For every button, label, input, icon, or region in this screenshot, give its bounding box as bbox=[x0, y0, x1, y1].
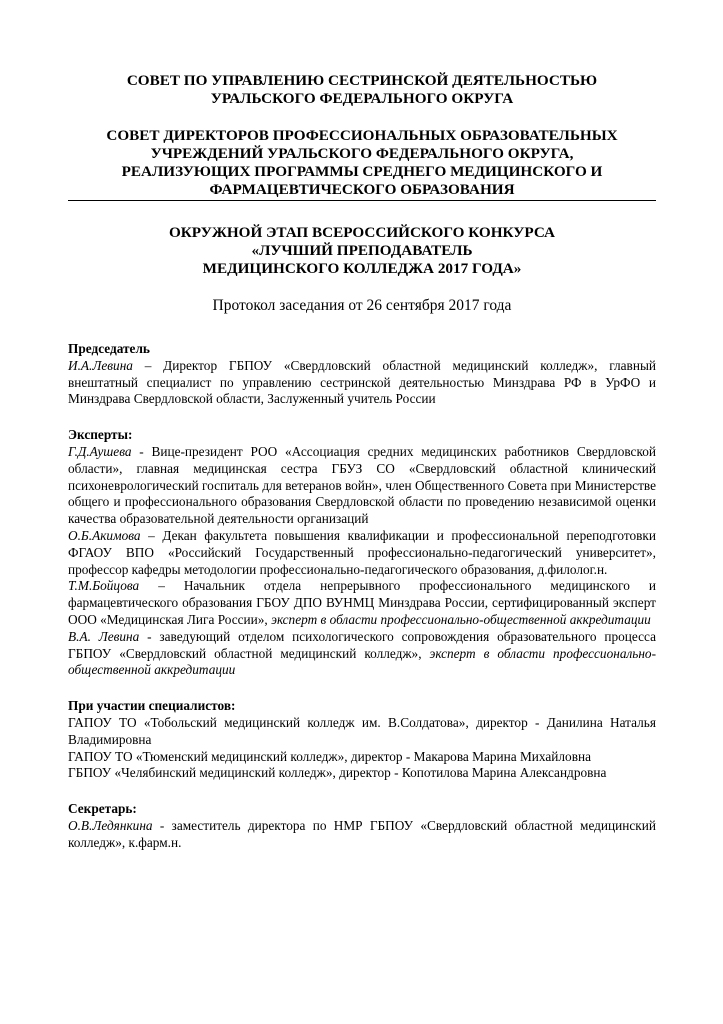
expert-entry bbox=[68, 528, 656, 578]
council-nursing-heading bbox=[68, 72, 656, 108]
heading-line: ОКРУЖНОЙ ЭТАП ВСЕРОССИЙСКОГО КОНКУРСА bbox=[168, 224, 556, 241]
section-title: При участии специалистов: bbox=[68, 698, 236, 714]
person-description: - заместитель директора по НМР ГБПОУ «Свердловский областной медицинский колледж», к.фарм.н. bbox=[68, 817, 656, 850]
chair-section bbox=[68, 341, 656, 408]
heading-line: МЕДИЦИНСКОГО КОЛЛЕДЖА 2017 ГОДА» bbox=[202, 260, 522, 277]
person-description: – Декан факультета повышения квалификации и профессиональной переподготовки ФГАОУ ВПО «Российский Государственный профессионально-педагогический университет», профессор кафедры методологии профессионально-педагогического образования, д.филолог.н. bbox=[68, 527, 656, 577]
person-name: О.В.Ледянкина bbox=[68, 817, 153, 833]
participants-section bbox=[68, 698, 656, 782]
participant-entry: ГАПОУ ТО «Тюменский медицинский колледж», директор - Макарова Марина Михайловна bbox=[68, 748, 591, 764]
person-name: О.Б.Акимова bbox=[68, 527, 141, 543]
secretary-entry bbox=[68, 818, 656, 852]
section-title: Секретарь: bbox=[68, 801, 137, 817]
person-description: - заведующий отделом психологического сопровождения образовательного процесса ГБПОУ «Свердловский областной медицинский колледж», bbox=[68, 628, 656, 661]
heading-line: УРАЛЬСКОГО ФЕДЕРАЛЬНОГО ОКРУГА bbox=[210, 90, 514, 107]
section-title: Председатель bbox=[68, 341, 150, 356]
document-page bbox=[68, 72, 656, 852]
participant-entry: ГАПОУ ТО «Тобольский медицинский колледж им. В.Солдатова», директор - Данилина Наталья Владимировна bbox=[68, 714, 656, 747]
contest-heading bbox=[68, 224, 656, 278]
person-name: Т.М.Бойцова bbox=[68, 578, 140, 594]
header-divider bbox=[68, 200, 656, 201]
heading-line: СОВЕТ ДИРЕКТОРОВ ПРОФЕССИОНАЛЬНЫХ ОБРАЗОВАТЕЛЬНЫХ bbox=[106, 127, 618, 144]
expert-entry bbox=[68, 444, 656, 528]
accreditation-note: эксперт в области профессионально-общественной аккредитации bbox=[271, 611, 651, 627]
person-name: И.А.Левина bbox=[68, 357, 133, 373]
person-description: – Начальник отдела непрерывного профессионального медицинского и фармацевтического образования ГБОУ ДПО ВУНМЦ Минздрава России, сертифицированный эксперт ООО «Медицинская Лига России», bbox=[68, 578, 656, 627]
heading-line: ФАРМАЦЕВТИЧЕСКОГО ОБРАЗОВАНИЯ bbox=[209, 181, 515, 198]
expert-entry bbox=[68, 629, 656, 679]
person-name: В.А. Левина bbox=[68, 628, 140, 644]
heading-line: РЕАЛИЗУЮЩИХ ПРОГРАММЫ СРЕДНЕГО МЕДИЦИНСКОГО И bbox=[121, 163, 603, 180]
accreditation-note: эксперт в области профессионально-общественной аккредитации bbox=[68, 645, 657, 678]
person-description: – Директор ГБПОУ «Свердловский областной медицинский колледж», главный внештатный специалист по управлению сестринской деятельностью Минздрава РФ в УрФО и Минздрава Свердловской области, Заслуженный учитель России bbox=[68, 357, 656, 407]
participant-entry: ГБПОУ «Челябинский медицинский колледж», директор - Копотилова Марина Александровна bbox=[68, 765, 607, 781]
experts-section bbox=[68, 427, 656, 679]
expert-entry bbox=[68, 578, 656, 628]
council-directors-heading bbox=[68, 127, 656, 199]
protocol-date: Протокол заседания от 26 сентября 2017 года bbox=[212, 297, 512, 314]
heading-line: «ЛУЧШИЙ ПРЕПОДАВАТЕЛЬ bbox=[251, 242, 473, 259]
person-description: - Вице-президент РОО «Ассоциация средних медицинских работников Свердловской области», главная медицинская сестра ГБУЗ СО «Свердловский областной клинический психоневрологический госпиталь для ветеранов войн», член Общественного Совета при Министерстве общего и профессионального образования Свердловской области по проведению независимой оценки качества образовательной деятельности организаций bbox=[68, 443, 656, 527]
section-title: Эксперты: bbox=[68, 427, 133, 443]
heading-line: УЧРЕЖДЕНИЙ УРАЛЬСКОГО ФЕДЕРАЛЬНОГО ОКРУГА, bbox=[150, 145, 574, 162]
heading-line: СОВЕТ ПО УПРАВЛЕНИЮ СЕСТРИНСКОЙ ДЕЯТЕЛЬНОСТЬЮ bbox=[126, 72, 598, 89]
secretary-section bbox=[68, 801, 656, 851]
chair-entry bbox=[68, 358, 656, 408]
person-name: Г.Д.Аушева bbox=[68, 443, 132, 459]
